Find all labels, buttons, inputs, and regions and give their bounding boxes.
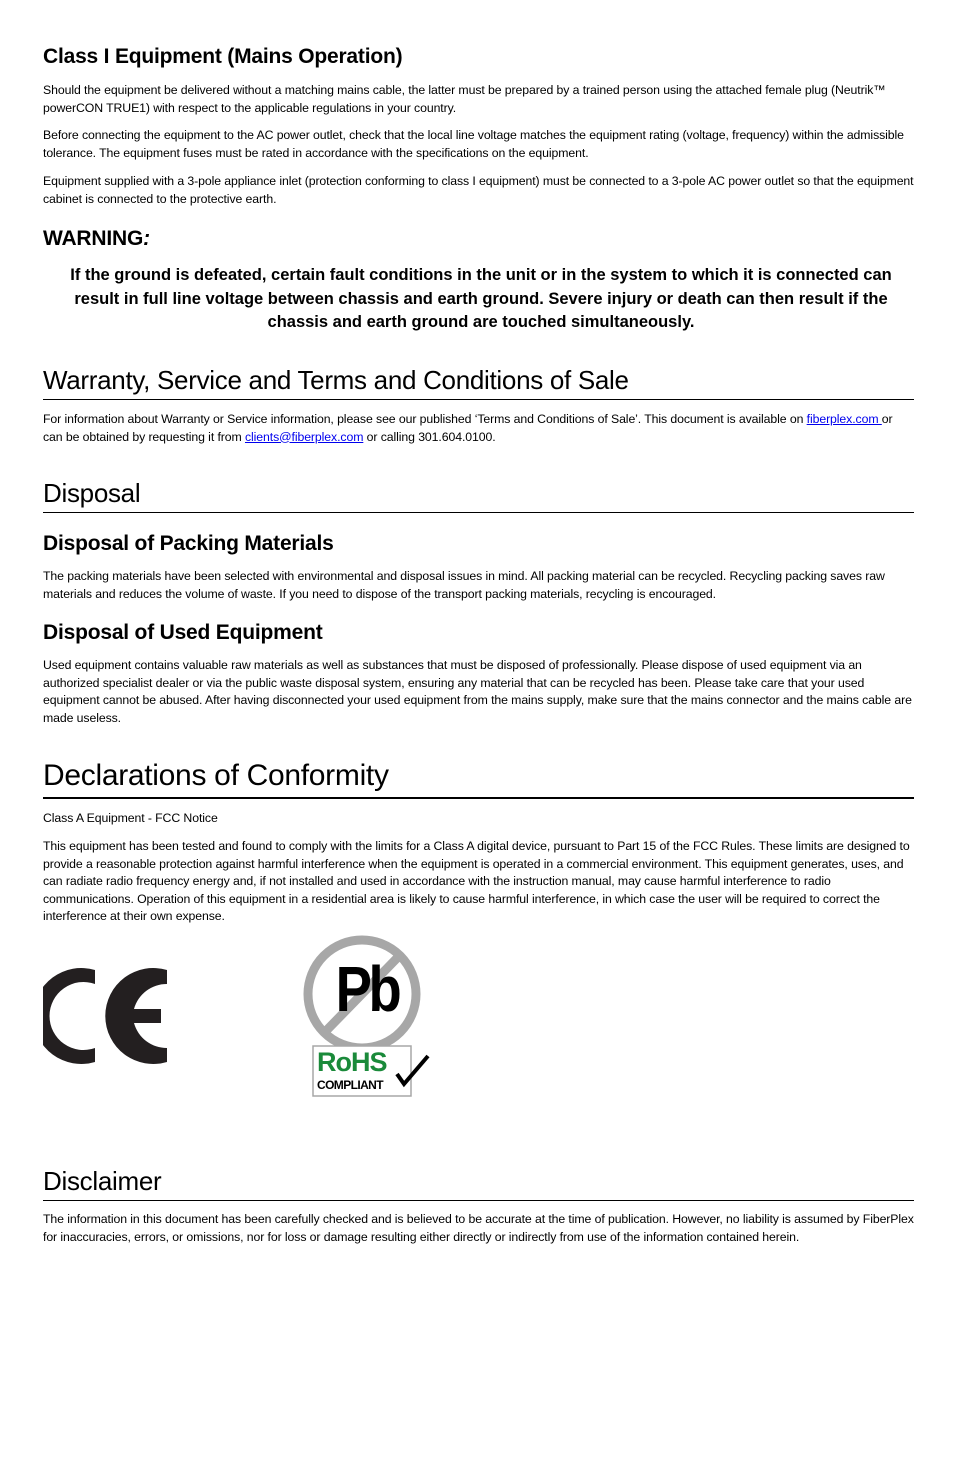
class1-p1-wrap [43,82,914,117]
used-text-wrap [43,657,914,727]
warranty-body-wrap [43,411,914,446]
class1-section [43,44,914,70]
used-equipment-paragraph: Used equipment contains valuable raw materials as well as substances that must be disposed of professionally. Please dispose of used equipment via an authorized specialist dealer or via the public waste disposal system, ensuring any material that can be recycled has been. Please take care that your used equipment cannot be abused. After having disconnected your used equipment from the mains supply, make sure that the mains connector and the mains cable are made useless. [43,658,912,725]
rohs-compliant-text: COMPLIANT [317,1078,383,1092]
clients-email-link[interactable]: clients@fiberplex.com [244,429,364,444]
class1-paragraph-2: Before connecting the equipment to the AC power outlet, check that the local line voltage matches the equipment rating (voltage, frequency) within the admissible tolerance. The equipment fuses must be rated in accordance with the specifications on the equipment. [43,128,904,160]
ce-mark-icon [43,966,171,1066]
warning-heading [43,226,914,252]
fcc-text-wrap [43,838,914,926]
used-heading-wrap [43,620,914,646]
warranty-paragraph [43,411,914,446]
used-equipment-heading: Disposal of Used Equipment [43,621,323,644]
class1-p3-wrap [43,173,914,208]
warning-heading-wrap [43,226,914,252]
disposal-section [43,477,914,513]
declarations-heading: Declarations of Conformity [43,758,914,799]
rohs-text: RoHS [317,1047,387,1077]
packing-text-wrap [43,568,914,603]
warranty-heading: Warranty, Service and Terms and Conditions of Sale [43,364,914,400]
packing-heading: Disposal of Packing Materials [43,532,334,555]
fcc-title: Class A Equipment - FCC Notice [43,811,218,825]
fiberplex-link[interactable]: fiberplex.com [806,412,882,426]
warning-label: WARNING [43,227,144,250]
warranty-section [43,364,914,400]
fcc-paragraph: This equipment has been tested and found to comply with the limits for a Class A digital device, pursuant to Part 15 of the FCC Rules. These limits are designed to provide a reasonable protection against harmful interference when the equipment is operated in a commercial environment. This equipment generates, uses, and can radiate radio frequency energy and, if not installed and used in accordance with the instruction manual, may cause harmful interference to radio communications. Operation of this equipment in a residential area is likely to cause harmful interference, in which case the user will be required to correct the interference at their own expense. [43,839,910,923]
class1-heading: Class I Equipment (Mains Operation) [43,45,403,68]
warning-text: If the ground is defeated, certain fault conditions in the unit or in the system to which it is connected can result in full line voltage between chassis and earth ground. Severe injury or death can then result if the chassis and earth ground are touched simultaneously. [70,266,892,331]
warranty-text-mid: or can be obtained by requesting it from [43,412,893,444]
warning-text-wrap [51,264,911,335]
pb-text: Pb [335,953,399,1025]
fcc-title-wrap [43,810,914,828]
warning-colon: : [143,227,150,250]
disclaimer-section [43,1165,914,1201]
disclaimer-heading: Disclaimer [43,1165,914,1201]
disclaimer-paragraph: The information in this document has been carefully checked and is believed to be accurate at the time of publication. However, no liability is assumed by FiberPlex for inaccuracies, errors, or omissions, nor for loss or damage resulting either directly or indirectly from use of the information contained herein. [43,1212,914,1244]
rohs-logo [301,934,433,1100]
declarations-section [43,758,914,799]
class1-paragraph-3: Equipment supplied with a 3-pole appliance inlet (protection conforming to class I equipment) must be connected to a 3-pole AC power outlet so that the equipment cabinet is connected to the protective earth. [43,174,914,206]
disclaimer-text-wrap [43,1211,914,1246]
disposal-heading: Disposal [43,477,914,513]
packing-paragraph: The packing materials have been selected with environmental and disposal issues in mind. All packing material can be recycled. Recycling packing saves raw materials and reduces the volume of waste. If you need to dispose of the transport packing materials, recycling is encouraged. [43,569,885,601]
warranty-text-before: For information about Warranty or Service information, please see our published ‘Terms and Conditions of Sale’. This document is available on [43,412,807,426]
class1-p2-wrap [43,127,914,162]
class1-paragraph-1: Should the equipment be delivered without a matching mains cable, the latter must be prepared by a trained person using the attached female plug (Neutrik™ powerCON TRUE1) with respect to the applicable regulations in your country. [43,83,886,115]
packing-heading-wrap [43,531,914,557]
warranty-text-after: or calling 301.604.0100. [363,429,496,444]
